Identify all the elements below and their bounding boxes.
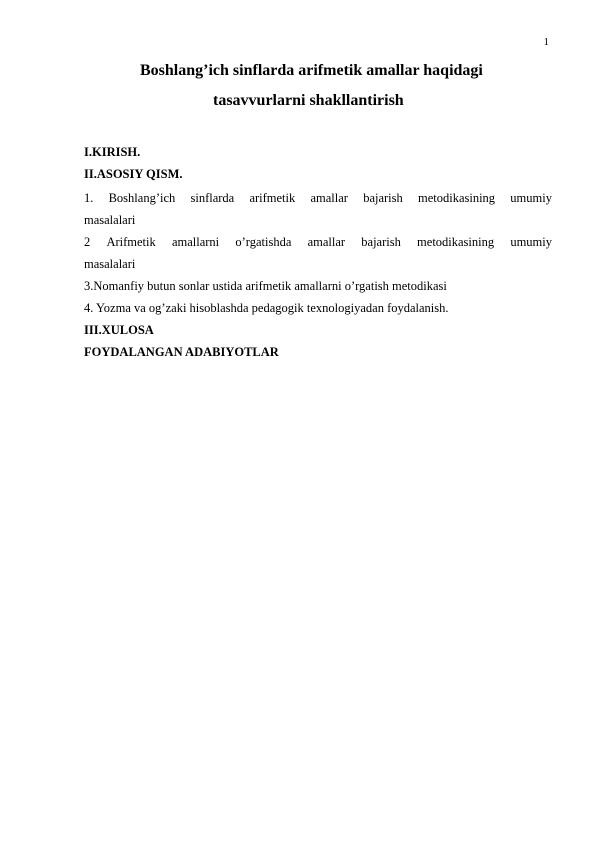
toc-conclusion: III.XULOSA [84,323,154,337]
toc-item-2-line-1 [84,233,552,252]
toc-item-4: 4. Yozma va og’zaki hisoblashda pedagogik texnologiyadan foydalanish. [84,301,449,315]
toc-item-1-word: Boshlang’ich [108,191,176,205]
toc-item-3: 3.Nomanfiy butun sonlar ustida arifmetik amallarni o’rgatish metodikasi [84,279,447,293]
toc-item-1-word: bajarish [363,191,403,205]
toc-item-2-line-2: masalalari [84,257,136,271]
table-of-contents [84,143,552,362]
toc-item-2-word: 2 [84,235,91,249]
toc-references: FOYDALANGAN ADABIYOTLAR [84,345,279,359]
toc-item-2-word: o’rgatishda [235,235,292,249]
toc-item-1-line-2: masalalari [84,213,136,227]
toc-item-2-word: bajarish [361,235,401,249]
page-number: 1 [543,36,549,48]
toc-item-2-word: amallar [307,235,346,249]
document-title-line-1: Boshlang’ich sinflarda arifmetik amallar haqidagi [140,62,483,79]
toc-item-1-word: sinflarda [190,191,235,205]
toc-item-2-word: umumiy [510,235,552,249]
toc-item-1-word: amallar [310,191,348,205]
toc-item-2-word: amallarni [171,235,220,249]
toc-intro: I.KIRISH. [84,145,141,159]
document-title-line-2: tasavvurlarni shakllantirish [213,92,404,109]
toc-item-2-word: metodikasining [417,235,495,249]
toc-item-1-word: arifmetik [249,191,296,205]
toc-main-part: II.ASOSIY QISM. [84,167,183,181]
toc-item-2-word: Arifmetik [106,235,156,249]
toc-item-1-word: metodikasining [417,191,496,205]
toc-item-1-word: umumiy [510,191,552,205]
toc-item-1-word: 1. [84,191,94,205]
toc-item-1-line-1 [84,189,552,208]
